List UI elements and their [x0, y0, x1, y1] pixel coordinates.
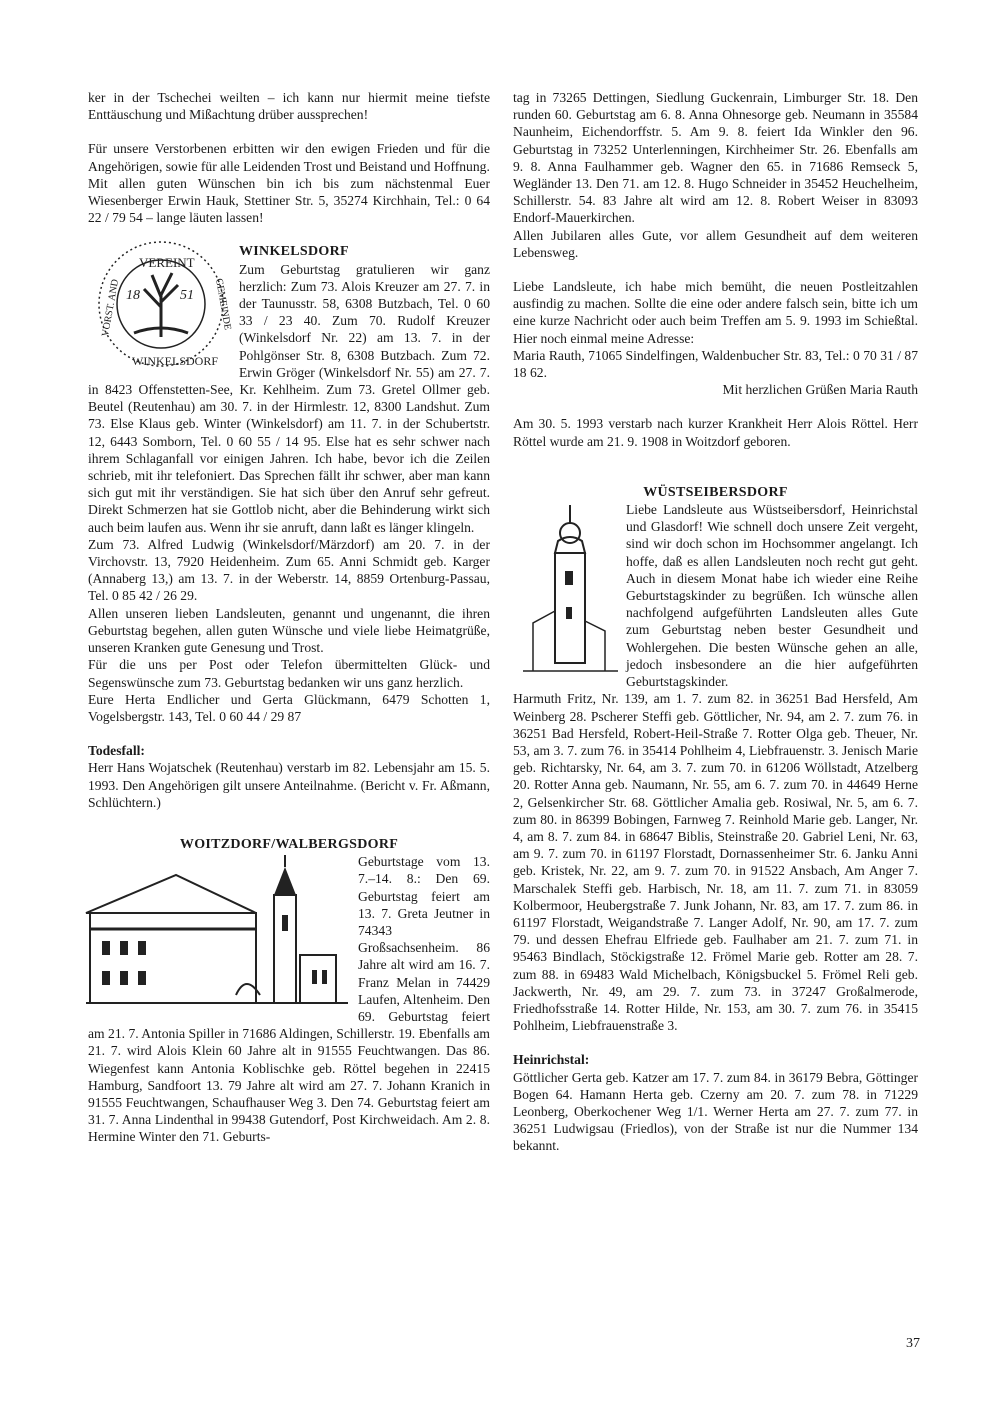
- winkelsdorf-body-5: Eure Herta Endlicher und Gerta Glückmann, 6479 Schotten 1, Vogelsbergstr. 143, Tel. 0 60 44 / 29 87: [88, 691, 490, 724]
- wuestseibersdorf-section: [513, 484, 918, 1035]
- winkelsdorf-title: WINKELSDORF: [239, 244, 349, 260]
- crest-text-left: VORST. AND: [100, 278, 122, 338]
- church-and-house-illustration: [86, 855, 348, 1010]
- todesfall-title: Todesfall:: [88, 743, 145, 759]
- paragraph-wishes: Allen Jubilaren alles Gute, vor allem Gesundheit auf dem weiteren Lebensweg.: [513, 227, 918, 260]
- paragraph-postleitzahl: Liebe Landsleute, ich habe mich bemüht, die neuen Postleitzahlen ausfindig zu machen. Sollte die eine oder andere falsch sein, bitte ich um eine kurze Nachricht oder auch beim Treffen am 5. 9. 1993 im Schießtal. Hier noch einmal meine Adresse:: [513, 279, 918, 346]
- signature-line: Mit herzlichen Grüßen Maria Rauth: [722, 382, 918, 398]
- winkelsdorf-body-1: Zum Geburtstag gratulieren wir ganz herzlich: Zum 73. Alois Kreuzer am 27. 7. in der Taunusstr. 58, 6308 Butzbach, Tel. 0 60 33 / 23 40. Zum 70. Rudolf Kreuzer (Winkelsdorf Nr. 22) am 13. 7. in der Pohlgönser Str. 8, 6308 Butzbach. Zum 72. Erwin Gröger (Winkelsdorf Nr. 55) am 27. 7. in 8423 Offenstetten-See, Kr. Kehlheim. Zum 73. Gretel Ollmer geb. Beutel (Reutenhau) am 30. 7. in der Hirmlestr. 12, 8300 Landshut. Zum 73. Else Klaus geb. Winter (Winkelsdorf) am 11. 7. in der Schubertstr. 12, 6443 Somborn, Tel. 0 60 55 / 14 95. Else hat es sehr schwer nach ihrem Schlaganfall vor einigen Jahren. Ich habe, bevor ich die Zeilen schrieb, mit ihr telefoniert. Das Sprechen fällt ihr schwer, aber man kann sich gut mit ihr verständigen. Sie hat sich über den Anruf sehr gefreut. Direkt Schmerzen hat sie Gottlob nicht, aber die Behinderung wirkt sich auch beim laufen aus. Wenn ihr sie anruft, dann laßt es länger klingeln.: [88, 261, 490, 535]
- winkelsdorf-section: [88, 243, 490, 725]
- woitzdorf-title: WOITZDORF/WALBERGSDORF: [179, 836, 399, 852]
- wuestseibersdorf-intro: Liebe Landsleute aus Wüstseibersdorf, Heinrichstal und Glasdorf! Wie schnell doch unsere Zeit vergeht, sind wir doch schon im Hochsommer angelangt. Ich hoffe, daß es allen Landsleuten noch recht gut geht. Auch in diesem Monat habe ich wieder eine Reihe Geburtstagskinder zu begrüßen. Ich wünsche allen nachfolgend aufgeführten Landsleuten alles Gute zum Geburtstag neben bester Gesundheit und Wohlergehen. Die besten Wünsche gehen an alle, jedoch insbesondere an die hier aufgeführten Geburtstagskinder.: [626, 502, 918, 690]
- paragraph-intro-3: Mit allen guten Wünschen bin ich bis zum nächstenmal Euer Wiesenberger Erwin Hauk, Stettiner Str. 5, 35274 Kirchhain, Tel.: 0 64 22 / 79 54 – lange läuten lassen!: [88, 175, 490, 226]
- todesfall-section: [88, 742, 490, 811]
- paragraph-continuation: tag in 73265 Dettingen, Siedlung Guckenrain, Limburger Str. 18. Den runden 60. Geburtstag am 6. 8. Anna Ohnesorge geb. Neumann in 35584 Naunheim, Eichendorffstr. 5. Am 9. 8. feiert Ida Winkler den 96. Geburtstag in 73252 Unterlenningen, Kirchheimer Str. 26. Ebenfalls am 9. 8. Anna Faulhammer geb. Wagner den 65. in 71686 Remseck 5, Wegländer 13. Den 71. am 12. 8. Hugo Schneider in 35452 Heuchelheim, Schillerstr. 54. 83 Jahre alt wird am 12. 8. Robert Weiser in 83093 Endorf-Mauerkirchen.: [513, 90, 918, 226]
- heinrichstal-section: [513, 1051, 918, 1154]
- crest-text-bottom: WINKELSDORF: [132, 354, 218, 369]
- crest-year-left: 18: [126, 288, 140, 304]
- wuestseibersdorf-birthday-list: Harmuth Fritz, Nr. 139, am 1. 7. zum 82. in 36251 Bad Hersfeld, Am Weinberg 28. Pscherer Steffi geb. Göttlicher, Nr. 94, am 2. 7. zum 76. in 36251 Bad Hersfeld, Robert-Heil-Straße 7. Rotter Olga geb. Theuer, Nr. 53, am 3. 7. zum 76. in 35414 Pohlheim 4, Liebfrauenstr. 3. Jenisch Marie geb. Richtarsky, Nr. 64, am 3. 7. zum 70. in 61206 Wöllstadt, Atzelberg 20. Rotter Anna geb. Naumann, Nr. 55, am 6. 7. zum 70. in 44649 Herne 2, Gelsenkircher Str. 68. Göttlicher Amalia geb. Rosiwal, Nr. 5, am 6. 7. zum 80. in 86399 Bobingen, Farnweg 7. Reinhold Marie geb. Langer, Nr. 4, am 8. 7. zum 84. in 68647 Biblis, Steinstraße 20. Gabriel Leni, Nr. 63, am 9. 7. zum 70. in 61197 Florstadt, Dornassenheimer Str. 6. Janku Anni geb. Kristek, Nr. 22, am 9. 7. zum 70. in 91522 Ansbach, Am Anger 7. Marschalek Steffi geb. Harbisch, Nr. 18, am 11. 7. zum 71. in 83059 Kolbermoor, Heubergstraße 7. Junk Johann, Nr. 83, am 17. 7. zum 86. in 61197 Florstadt, Weigandstraße 7. Langer Adolf, Nr. 90, am 17. 7. zum 79. und dessen Ehefrau Elfriede geb. Faulhaber am 21. 7. zum 71. in 95463 Bindlach, Stöckigstraße 12. Frömel Marie geb. Rotter am 28. 7. zum 88. in 69483 Wald Michelbach, Königsbuckel 5. Frömel Reli geb. Jackwerth, Nr. 49, am 29. 7. zum 73. in 37247 Großalmerode, Friedhofsstraße 14. Rotter Hilde, Nr. 153, am 30. 7. zum 76. in 35415 Pohlheim, Liebfrauenstraße 3.: [513, 691, 918, 1034]
- winkelsdorf-body-4: Für die uns per Post oder Telefon übermittelten Glück- und Segenswünsche zum 73. Geburtstag bedanken wir uns ganz herzlich.: [88, 657, 490, 690]
- church-tower-illustration: [523, 503, 618, 683]
- winkelsdorf-body-2: Zum 73. Alfred Ludwig (Winkelsdorf/Märzdorf) am 20. 7. in der Virchovstr. 13, 7920 Heidenheim. Zum 65. Anni Schmidt geb. Karger (Annaberg 13,) am 13. 7. in der Weberstr. 14, 8859 Ortenburg-Passau, Tel. 0 85 42 / 26 29.: [88, 536, 490, 604]
- crest-text-top: VEREINT: [139, 255, 195, 271]
- winkelsdorf-crest-seal: [94, 237, 233, 372]
- paragraph-intro-2: Für unsere Verstorbenen erbitten wir den ewigen Frieden und für die Angehörigen, sowie für alle Leidenden Trost und Beistand und Hoffnung.: [88, 141, 490, 174]
- crest-text-right: GEMEINDE: [213, 278, 233, 332]
- page-number: 37: [906, 1336, 920, 1351]
- woitzdorf-section: [88, 836, 490, 1146]
- paragraph-intro-1: ker in der Tschechei weilten – ich kann nur hiermit meine tiefste Enttäuschung und Mißachtung drüber aussprechen!: [88, 90, 490, 123]
- todesfall-body: Herr Hans Wojatschek (Reutenhau) verstarb im 82. Lebensjahr am 15. 5. 1993. Den Angehörigen gilt unsere Anteilnahme. (Bericht v. Fr. Aßmann, Schlüchtern.): [88, 760, 490, 810]
- left-column: [88, 89, 490, 1146]
- heinrichstal-title: Heinrichstal:: [513, 1052, 590, 1068]
- right-column: [513, 89, 918, 1155]
- paragraph-address: Maria Rauth, 71065 Sindelfingen, Waldenbucher Str. 83, Tel.: 0 70 31 / 87 18 62.: [513, 347, 918, 381]
- heinrichstal-body: Göttlicher Gerta geb. Katzer am 17. 7. zum 84. in 36179 Bebra, Göttinger Bogen 64. Hamann Herta geb. Czerny am 20. 7. zum 78. in 71229 Leonberg, Oberkochener Weg 1/1. Werner Herta am 27. 7. zum 77. in 36251 Ludwigsau (Friedlos), von der Straße ist nur die Nummer 134 bekannt.: [513, 1069, 918, 1154]
- crest-year-right: 51: [180, 288, 194, 304]
- winkelsdorf-body-3: Allen unseren lieben Landsleuten, genannt und ungenannt, die ihren Geburtstag begehen, allen guten Wünsche und viele liebe Heimatgrüße, unseren Kranken gute Genesung und Trost.: [88, 605, 490, 656]
- woitzdorf-body: Geburtstage vom 13. 7.–14. 8.: Den 69. Geburtstag feiert am 13. 7. Greta Jeutner in 74343 Großsachsenheim. 86 Jahre alt wird am 16. 7. Franz Melan in 74429 Laufen, Altenheim. Den 69. Geburtstag feiert am 21. 7. Antonia Spiller in 71686 Aldingen, Schillerstr. 19. Ebenfalls am 21. 7. wird Alois Klein 60 Jahre alt in 91555 Feuchtwangen. Das 86. Wiegenfest kann Antonia Koblischke geb. Röttel begehen in 22415 Hamburg, Sandfoort 13. 79 Jahre alt wird am 27. 7. Johann Kranich in 91555 Feuchtwangen, Schaufhauser Weg 3. Den 74. Geburtstag feiert am 31. 7. Anna Lindenthal in 99438 Gutendorf, Post Kirchweidach. Am 2. 8. Hermine Winter den 71. Geburts-: [88, 854, 490, 1145]
- paragraph-death-notice: Am 30. 5. 1993 verstarb nach kurzer Krankheit Herr Alois Röttel. Herr Röttel wurde am 21. 9. 1908 in Woitzdorf geboren.: [513, 416, 918, 449]
- wuestseibersdorf-title: WÜSTSEIBERSDORF: [643, 484, 788, 500]
